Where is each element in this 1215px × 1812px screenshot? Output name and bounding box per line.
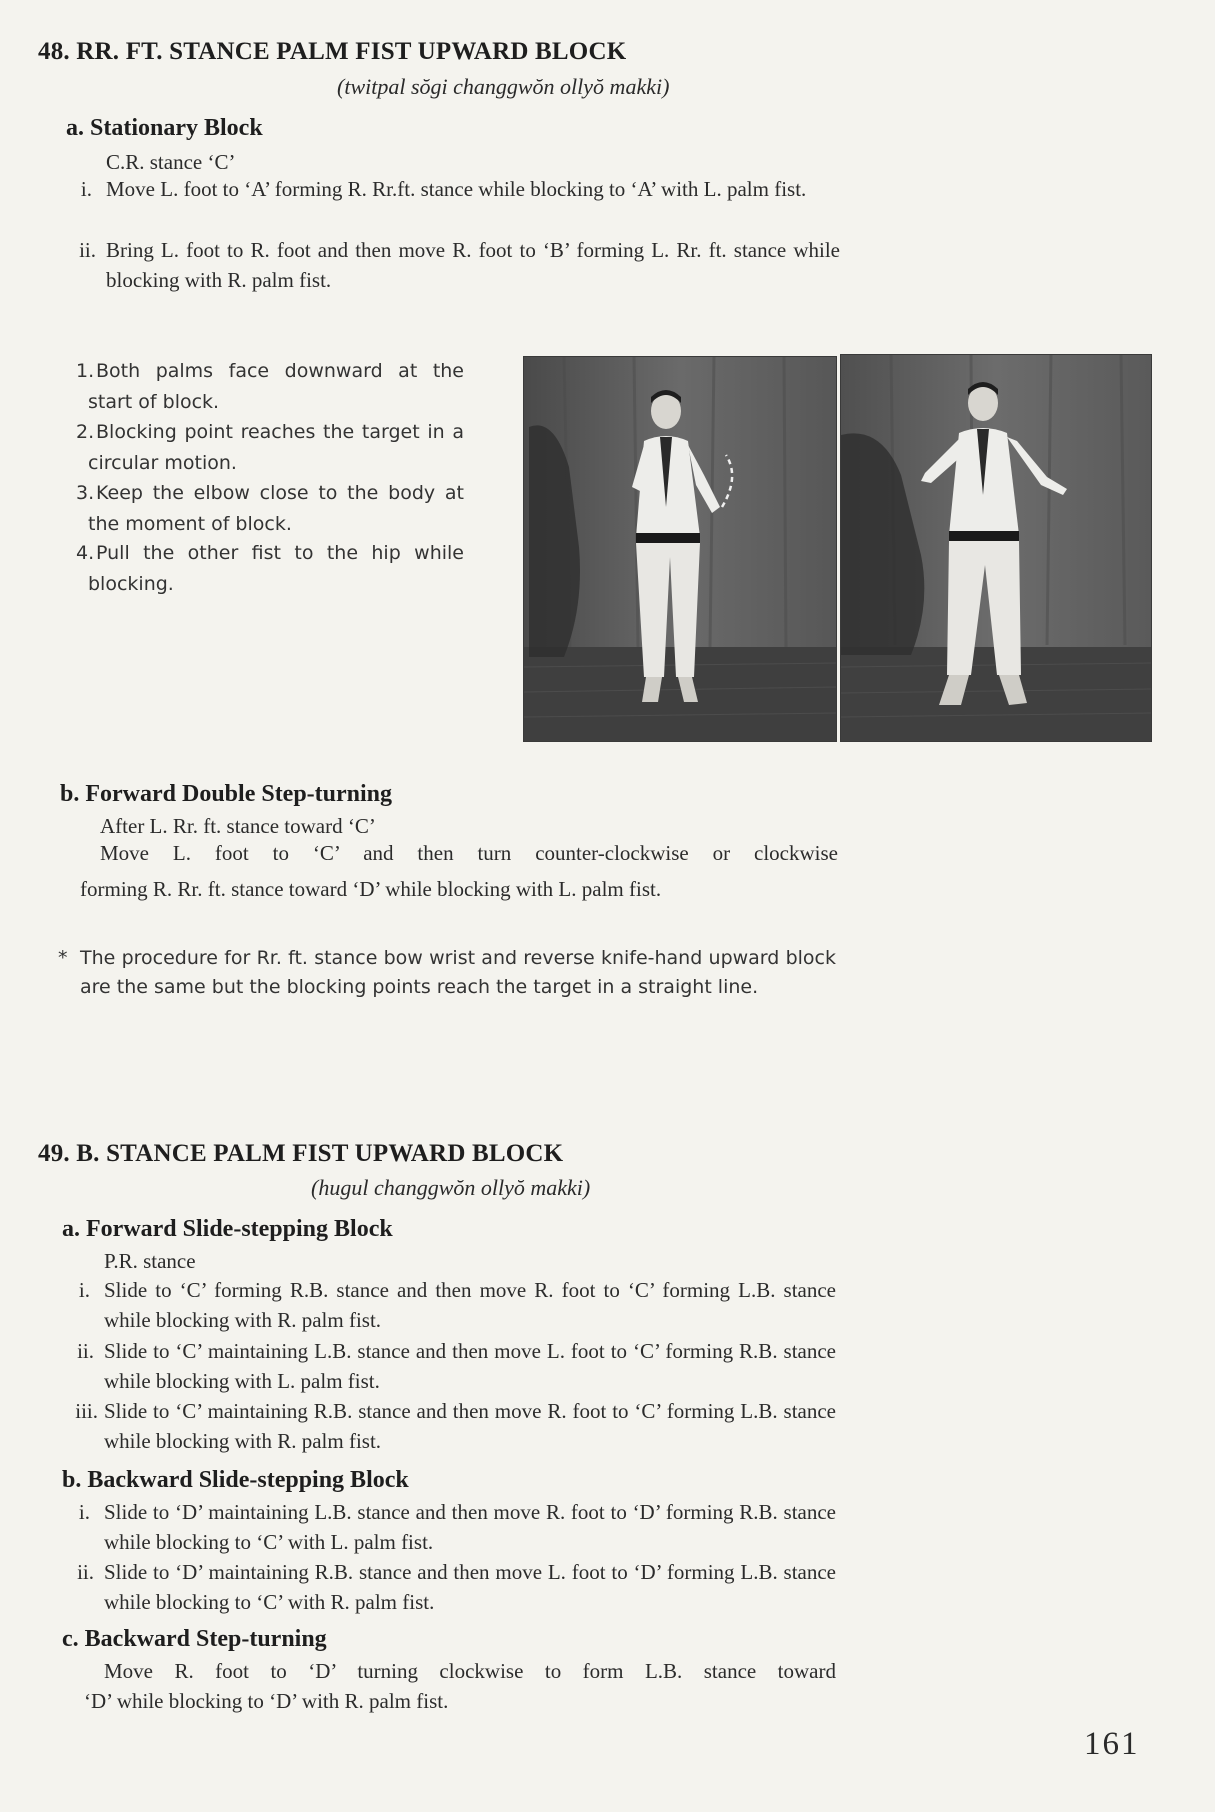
- section-49-title: 49. B. STANCE PALM FIST UPWARD BLOCK: [38, 1140, 564, 1167]
- section-49b-heading: b. Backward Slide-stepping Block: [62, 1467, 409, 1493]
- section-48a-heading: a. Stationary Block: [66, 115, 263, 141]
- section-48b-heading: b. Forward Double Step-turning: [60, 781, 393, 807]
- note-number: 1.: [76, 360, 95, 382]
- note-text: Blocking point reaches the target in a circular motion.: [88, 421, 464, 474]
- note-4: [0, 538, 480, 600]
- asterisk-note-text: The procedure for Rr. ft. stance bow wrist and reverse knife-hand upward block are the same but the blocking points reach the target in a straight line.: [80, 947, 836, 998]
- step-number: i.: [78, 1278, 90, 1302]
- step-number: iii.: [75, 1399, 98, 1423]
- step-number: i.: [78, 1500, 90, 1524]
- asterisk-mark: *: [58, 947, 68, 969]
- note-1: [0, 356, 480, 418]
- step-48a-i: [0, 174, 1215, 234]
- section-48-title: 48. RR. FT. STANCE PALM FIST UPWARD BLOCK: [38, 38, 627, 65]
- step-text: Slide to ‘C’ maintaining L.B. stance and then move L. foot to ‘C’ forming R.B. stance while blocking with L. palm fist.: [104, 1339, 836, 1393]
- section-49-subtitle: (hugul changgwŏn ollyŏ makki): [311, 1175, 591, 1200]
- step-text: Slide to ‘C’ forming R.B. stance and then move R. foot to ‘C’ forming L.B. stance while blocking with R. palm fist.: [104, 1278, 836, 1332]
- section-49c-heading: c. Backward Step-turning: [62, 1626, 327, 1652]
- step-49a-ii: [0, 1336, 1215, 1396]
- martial-artist-photo-1: [524, 357, 836, 741]
- step-number: i.: [80, 177, 92, 201]
- step-text: Slide to ‘D’ maintaining L.B. stance and then move R. foot to ‘D’ forming R.B. stance while blocking to ‘C’ with L. palm fist.: [104, 1500, 836, 1554]
- asterisk-note: [0, 944, 1215, 1034]
- step-49a-i: [0, 1275, 1215, 1335]
- page-number: 161: [1084, 1726, 1140, 1762]
- section-49a-heading: a. Forward Slide-stepping Block: [62, 1216, 393, 1242]
- section-49c-line-2: ‘D’ while blocking to ‘D’ with R. palm fist.: [84, 1689, 449, 1713]
- step-number: ii.: [77, 1560, 94, 1584]
- note-2: [0, 417, 480, 479]
- step-text: Slide to ‘C’ maintaining R.B. stance and then move R. foot to ‘C’ forming L.B. stance while blocking with R. palm fist.: [104, 1399, 836, 1453]
- section-48b-line-1: After L. Rr. ft. stance toward ‘C’: [100, 814, 376, 838]
- section-48b-line-2: Move L. foot to ‘C’ and then turn counter-clockwise or clockwise: [100, 841, 838, 865]
- step-text: Bring L. foot to R. foot and then move R. foot to ‘B’ forming L. Rr. ft. stance while blocking with R. palm fist.: [106, 238, 840, 292]
- photo-block-step-1: [523, 356, 837, 742]
- note-text: Both palms face downward at the start of block.: [88, 360, 464, 413]
- note-3: [0, 478, 480, 540]
- step-text: Slide to ‘D’ maintaining R.B. stance and then move L. foot to ‘D’ forming L.B. stance while blocking to ‘C’ with R. palm fist.: [104, 1560, 836, 1614]
- step-48a-ii: [0, 235, 1215, 295]
- section-49a-start-stance: P.R. stance: [104, 1249, 196, 1273]
- photo-block-step-2: [840, 354, 1152, 742]
- note-number: 2.: [76, 421, 95, 443]
- section-48a-start-stance: C.R. stance ‘C’: [106, 150, 236, 174]
- note-number: 4.: [76, 542, 95, 564]
- section-49c-line-1: Move R. foot to ‘D’ turning clockwise to form L.B. stance toward: [104, 1659, 836, 1683]
- note-text: Pull the other fist to the hip while blocking.: [88, 542, 464, 595]
- step-number: ii.: [77, 1339, 94, 1363]
- step-49b-i: [0, 1497, 1215, 1557]
- note-number: 3.: [76, 482, 95, 504]
- step-49b-ii: [0, 1557, 1215, 1617]
- step-number: ii.: [79, 238, 96, 262]
- step-49a-iii: [0, 1396, 1215, 1456]
- martial-artist-photo-2: [841, 355, 1151, 741]
- note-text: Keep the elbow close to the body at the moment of block.: [88, 482, 464, 535]
- section-48-subtitle: (twitpal sŏgi changgwŏn ollyŏ makki): [337, 74, 670, 99]
- section-48b-line-3: forming R. Rr. ft. stance toward ‘D’ while blocking with L. palm fist.: [80, 877, 662, 901]
- step-text: Move L. foot to ‘A’ forming R. Rr.ft. stance while blocking to ‘A’ with L. palm fist.: [106, 177, 807, 201]
